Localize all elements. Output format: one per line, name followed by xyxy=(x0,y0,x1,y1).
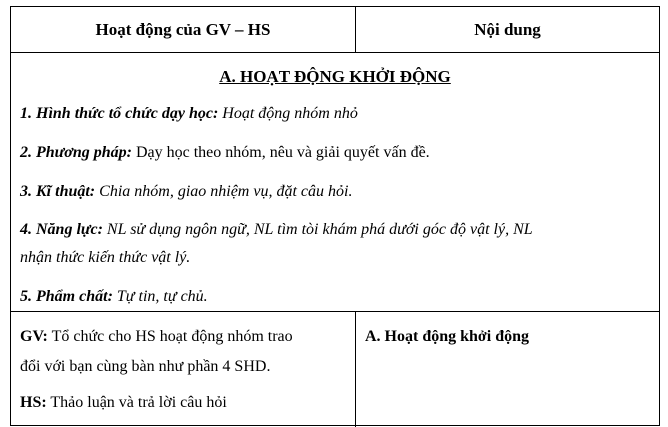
item-text: Chia nhóm, giao nhiệm vụ, đặt câu hỏi. xyxy=(95,183,353,200)
gv-label: GV: xyxy=(20,328,48,345)
section-title: A. HOẠT ĐỘNG KHỞI ĐỘNG xyxy=(219,67,451,86)
item-label: 1. Hình thức tổ chức dạy học: xyxy=(20,105,219,122)
item-label: 4. Năng lực: xyxy=(20,221,103,238)
item-organization-form xyxy=(20,105,358,123)
warmup-section xyxy=(11,53,659,312)
item-technique xyxy=(20,183,352,201)
item-text: Hoạt động nhóm nhỏ xyxy=(218,105,358,122)
gv-text-cont: đổi với bạn cùng bàn như phần 4 SHD. xyxy=(20,358,271,375)
lesson-table xyxy=(10,6,660,426)
item-quality xyxy=(20,288,208,306)
activity-row xyxy=(11,312,659,427)
gv-line xyxy=(20,328,293,346)
gv-text: Tổ chức cho HS hoạt động nhóm trao xyxy=(47,328,293,345)
item-label: 2. Phương pháp: xyxy=(20,144,132,161)
gv-line-cont xyxy=(20,358,270,376)
header-content: Nội dung xyxy=(474,19,541,39)
item-text: Tự tin, tự chủ. xyxy=(112,288,208,305)
content-cell xyxy=(356,312,659,427)
header-teacher-student: Hoạt động của GV – HS xyxy=(11,7,356,52)
hs-line xyxy=(20,394,227,412)
item-text: NL sử dụng ngôn ngữ, NL tìm tòi khám phá dưới góc độ vật lý, NL xyxy=(102,221,533,238)
item-competency xyxy=(20,221,533,239)
table-header-row xyxy=(11,7,659,53)
item-competency-cont xyxy=(20,249,190,267)
item-text-cont: nhận thức kiến thức vật lý. xyxy=(20,249,191,266)
item-label: 5. Phẩm chất: xyxy=(20,288,113,305)
hs-text: Thảo luận và trả lời câu hỏi xyxy=(46,394,227,411)
item-label: 3. Kĩ thuật: xyxy=(20,183,96,200)
activity-cell xyxy=(11,312,356,427)
content-title: A. Hoạt động khởi động xyxy=(365,328,530,345)
item-text: Dạy học theo nhóm, nêu và giải quyết vấn đề. xyxy=(131,144,430,161)
item-method xyxy=(20,144,430,162)
hs-label: HS: xyxy=(20,394,47,411)
